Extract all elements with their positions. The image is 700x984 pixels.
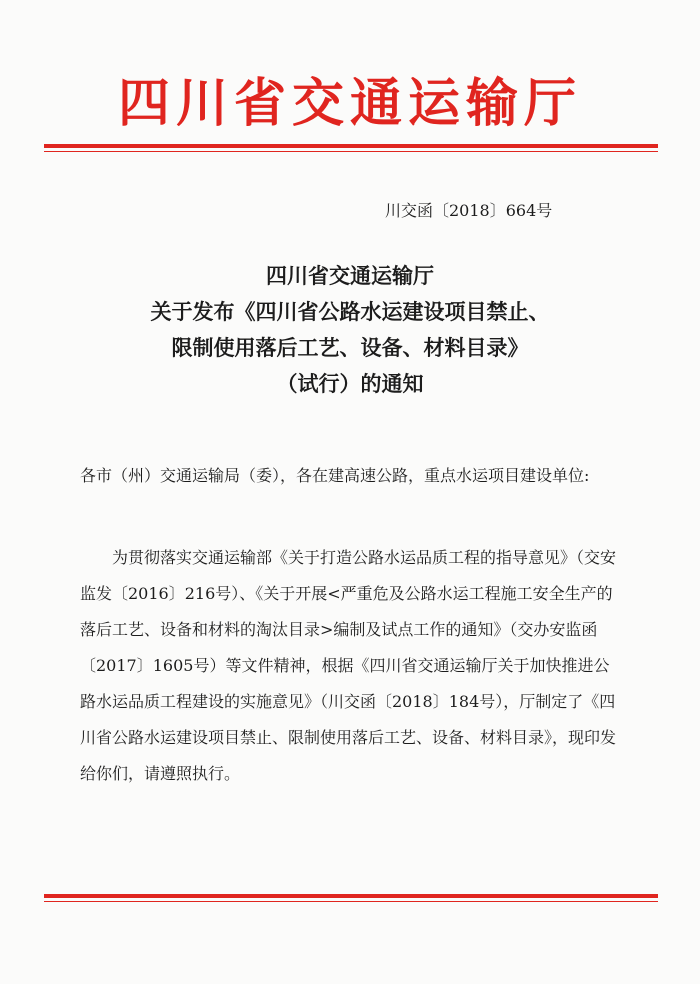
addressee: 各市（州）交通运输局（委），各在建高速公路，重点水运项目建设单位: [80, 466, 590, 485]
body-paragraph: 为贯彻落实交通运输部《关于打造公路水运品质工程的指导意见》（交安监发〔2016〕216号）、《关于开展<严重危及公路水运工程施工安全生产的落后工艺、设备和材料的淘汰目录>编制及试点工作的通知》（交办安监函〔2017〕1605号）等文件精神，根据《四川省交通运输厅关于加快推进公路水运品质工程建设的实施意见》（川交函〔2018〕184号），厅制定了《四川省公路水运建设项目禁止、限制使用落后工艺、设备、材料目录》，现印发给你们，请遵照执行。 [80, 548, 617, 783]
notice-title-line-3: 限制使用落后工艺、设备、材料目录》 [171, 336, 529, 360]
notice-title-line-4: （试行）的通知 [276, 372, 424, 396]
notice-title-line-2: 关于发布《四川省公路水运建设项目禁止、 [150, 300, 550, 324]
notice-title-line-1: 四川省交通运输厅 [266, 264, 434, 288]
letterhead-red-rule-thin [44, 151, 658, 152]
footer-red-rule-thin [44, 901, 658, 902]
agency-letterhead-title: 四川省交通运输厅 [117, 74, 582, 134]
document-number: 川交函〔2018〕664号 [385, 201, 553, 220]
footer-red-rule [44, 894, 658, 898]
notice-title [70, 258, 630, 402]
letterhead-red-rule [44, 144, 658, 148]
